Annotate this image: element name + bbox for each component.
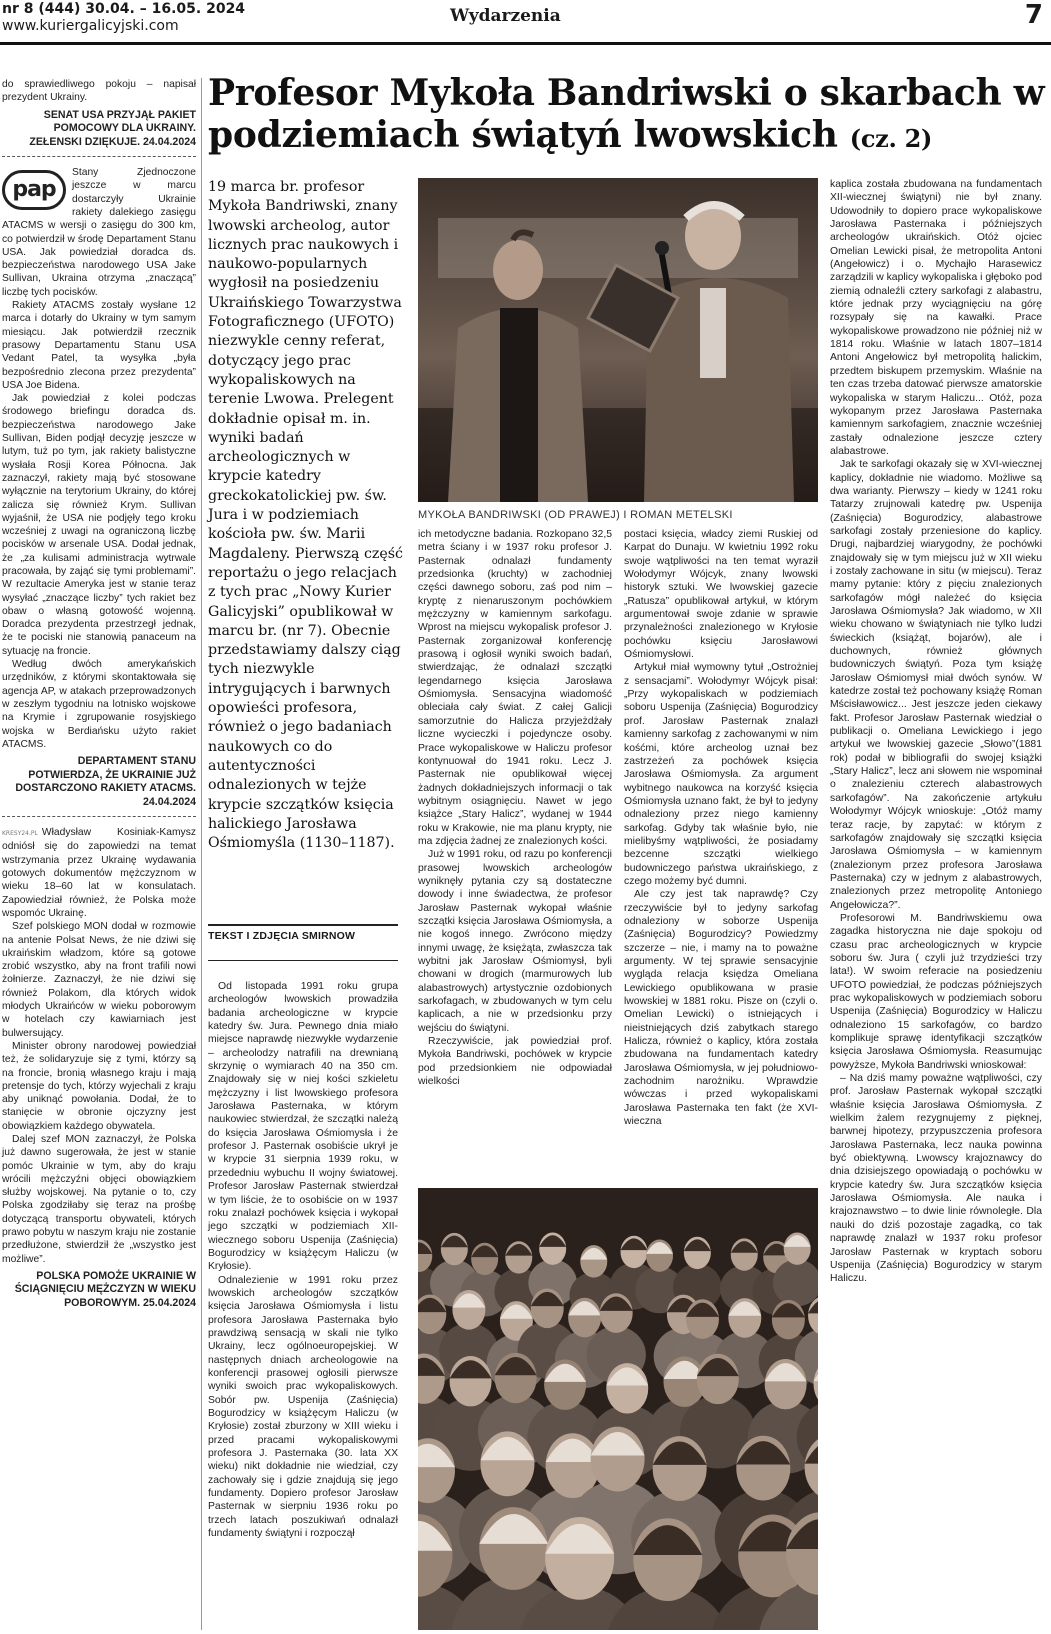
article-column-2 [418,528,612,1088]
article-paragraph: postaci księcia, władcy ziemi Ruskiej od Karpat do Dunaju. W kwietniu 1992 roku swoje wątpliwości na ten temat wyraził Wołodymyr Wójcyk, znany lwowski historyk sztuki. We lwowskiej gazecie „Ratusza” opublikował artykuł, w którym argumentował swoje zdanie w sprawie przynależności znalezionego w Kryłosie pochówku księciu Jarosławowi Ośmiomysłowi. [624,529,818,661]
sidebar-paragraph: Szef polskiego MON dodał w rozmowie na antenie Polsat News, że nie dziwi się ukraińskim władzom, które są gotowe zrobić wszystko, aby na front trafili nowi żołnierze. Zaznaczył, że nie dziwi się również Polakom, dla których widok młodych Ukraińców w wieku poborowym w hotelach czy kawiarniach jest bulwersujący. [2,921,196,1039]
page-header [0,0,1051,42]
divider [208,924,398,926]
sidebar-paragraph: Według dwóch amerykańskich urzędników, z którymi skontaktowała się agencja AP, w atakach przeprowadzonych w zeszłym tygodniu na lotnisko wojskowe na Krymie i zgrupowanie rosyjskiego wojska w Berdiańsku użyto rakiet ATACMS. [2,659,196,750]
sidebar-paragraph: Jak powiedział z kolei podczas środowego briefingu doradca ds. bezpieczeństwa narodowego Jake Sullivan, Biden podjął decyzję jeszcze w lutym, tuż po tym, jak rakiety balistyczne wysłała Rosji Korea Północna. Jak zaznaczył, rakiety mają być stosowane wyłącznie na terytorium Ukrainy, do której zalicza się również Krym. Sullivan wyjaśnił, że USA nie podjęły tego kroku wcześniej z uwagi na ograniczoną liczbę pocisków w arsenale USA. Dodał jednak, że „za kulisami administracja wytrwale pracowała, by zająć się tymi problemami”. W rezultacie Ameryka jest w stanie teraz wysyłać „znaczące liczby” tych rakiet bez obaw o własną gotowość wojenną. Doradca prezydenta przestrzegł jednak, że te pociski nie stanowią panaceum na sytuację na froncie. [2,393,196,657]
section-title: Wydarzenia [450,6,561,26]
page-number: 7 [1024,0,1043,30]
issue-number: nr 8 (444) 30.04. – 16.05. 2024 [2,1,246,17]
article-paragraph: Już w 1991 roku, od razu po konferencji prasowej lwowskich archeologów wyniknęły pytania czy są dostateczne dowody i inne świadectwa, że profesor Jarosław Pasternak wykopał właśnie szczątki księcia Jarosława Ośmiomysła, a nie kogoś innego. Zwrócono między innymi uwagę, że księżąta, zwłaszcza tak wybitni jak Jarosław Ośmiomysł, byli chowani w drogich (marmurowych lub alabastrowych) artystycznie ozdobionych sarkofagach, w zbudowanych w tym celu kaplicach, a nie w przedsionku przy wejściu do świątyni. [418,849,612,1034]
sidebar-paragraph: Rakiety ATACMS zostały wysłane 12 marca i dotarły do Ukrainy w tym samym miesiącu. Jak potwierdził rzecznik prasowy Departamentu Stanu USA Vedant Patel, ta wysyłka „była bezpośrednio zlecona przez prezydenta” USA Joe Bidena. [2,300,196,391]
pap-logo [2,170,66,210]
sidebar-headline: POLSKA POMOŻE UKRAINIE W ŚCIĄGNIĘCIU MĘŻCZYZN W WIEKU POBOROWYM. 25.04.2024 [14,1269,196,1309]
article-paragraph: Odnalezienie w 1991 roku przez lwowskich archeologów szczątków księcia Jarosława Ośmiomysła i listu profesora Jarosława Pasternaka było prawdziwą sensacją w skali nie tylko Ukrainy, lecz ogólnoeuropejskiej. W następnych dniach archeologowie na konferencji prasowej ogłosili pierwsze wyniki swoich prac wykopaliskowych. Sobór pw. Uspenija (Zaśnięcia) Bogurodzicy w książęcym Haliczu (w Kryłosie) został zburzony w XIII wieku i przed pracami wykopaliskowymi profesora J. Pasternaka (30. lata XX wieku) nikt dokładnie nie wiedział, czy zachowały się i gdzie znajdują się jego fundamenty. Dopiero profesor Jarosław Pasternak w sierpniu 1936 roku po trzech latach poszukiwań odnalazł fundamenty świątyni i rozpoczął [208,1274,398,1540]
sidebar-headline: SENAT USA PRZYJĄŁ PAKIET POMOCOWY DLA UKRAINY. ZEŁENSKI DZIĘKUJE. 24.04.2024 [29,108,196,148]
news-sidebar [2,78,196,1316]
article-part: (cz. 2) [849,124,933,153]
article-paragraph: Od listopada 1991 roku grupa archeologów lwowskich prowadziła badania archeologiczne w krypcie katedry św. Jura. Pewnego dnia miało miejsce naprawdę niezwykłe wydarzenie – archeolodzy natrafili na drewnianą skrzynię o wymiarach 40 na 350 cm. Znajdowały się w niej kości szkieletu mężczyzny i list lwowskiego profesora Jarosława Pasternaka, w którym naukowiec stwierdzał, że szczątki należą do księcia Jarosława Ośmiomysła i że profesor J. Pasternak osobiście ukrył je w krypcie 31 sierpnia 1939 roku, w przededniu wybuchu II wojny światowej. Profesor Jarosław Pasternak stwierdzał w tym liście, że to osobiście on w 1937 roku znalazł pochówek księcia i wykopał jego szczątki w podziemiach XII-wiecznego soboru Uspenija (Zaśnięcia) Bogurodzicy w książęcym Haliczu (w Kryłosie). [208,981,398,1273]
divider [2,156,196,158]
photo-audience-image [418,1188,818,1630]
article-lead: 19 marca br. profesor Mykoła Bandriwski, znany lwowski archeolog, autor licznych prac naukowych i naukowo-popularnych wygłosił na posiedzeniu Ukraińskiego Towarzystwa Fotograficznego (UFOTO) niezwykle cenny referat, dotyczący jego prac wykopaliskowych na terenie Lwowa. Prelegent dokładnie opisał m. in. wyniki badań archeologicznych w krypcie katedry greckokatolickiej pw. św. Jura i w podziemiach kościoła pw. św. Marii Magdaleny. Pierwszą część reportażu o jego relacjach z tych prac „Nowy Kurier Galicyjski” opublikował w marcu br. (nr 7). Obecnie przedstawiamy dalszy ciąg tych niezwykle intrygujących i barwnych opowieści profesora, również o jego badaniach naukowych co do autentyczności odnalezionych w tejże krypcie szczątków księcia halickiego Jarosława Ośmiomyśla (1130–1187). [208,179,404,852]
divider [2,816,196,818]
kresy-logo: KRESY24.PL [2,830,38,838]
article-title [208,72,1048,160]
header-rule [0,42,1051,45]
article-column-1 [208,980,398,1540]
sidebar-paragraph: Stany Zjednoczone jeszcze w marcu dostarczyły Ukrainie rakiety dalekiego zasięgu ATACMS w wersji o zasięgu do 300 km, co potwierdził w środę Departament Stanu USA. Jak powiedział doradca ds. bezpieczeństwa narodowego USA Jake Sullivan, Ukraina otrzyma „znaczącą” liczbę tych pocisków. [2,167,196,298]
column-divider [201,78,202,1630]
article-paragraph: Profesorowi M. Bandriwskiemu owa zagadka historyczna nie daje spokoju od czasu prac archeologicznych w krypcie soboru św. Jura ( czyli już trzydzieści trzy lata!). W swoim referacie na posiedzeniu UFOTO powiedział, że podczas późniejszych prac wykopaliskowych w podziemiach soboru Uspenija (Zaśnięcia) Bogurodzicy w Haliczu odnaleziono 15 sarkofagów, co bardzo komplikuje sprawę identyfikacji szczątków księcia Jarosława Ośmiomysła. Reasumując powyższe, Mykoła Bandriwski wnioskował: [830,912,1042,1071]
byline: TEKST I ZDJĘCIA SMIRNOW [208,930,356,942]
photo-speakers-image [418,178,818,502]
sidebar-paragraph: Dalej szef MON zaznaczył, że Polska już dawno sugerowała, że jest w stanie pomóc Ukrainie w tym, aby do kraju wrócili mężczyźni objęci obowiązkiem służby wojskowej. Na pytanie o to, czy Polska zgodziłaby się teraz na prośbę dotyczącą transportu obywateli, których prawo pobytu w naszym kraju nie zostanie przedłużone, stwierdził że „wszystko jest możliwe”. [2,1133,196,1265]
photo-audience [418,1188,818,1630]
article-paragraph: Rzeczywiście, jak powiedział prof. Mykoła Bandriwski, pochówek w krypcie pod przedsionkiem nie odpowiadał wielkości [418,1036,612,1088]
sidebar-paragraph [2,826,196,920]
article-column-3 [624,528,818,1128]
article-paragraph: ich metodyczne badania. Rozkopano 32,5 metra ściany i w 1937 roku profesor J. Pasternak odnalazł fundamenty przedsionka (kruchty) w zachodniej części dawnego soboru, zaś pod nim – kryptę z nienaruszonym pochówkiem mężczyzny w kamiennym sarkofagu. Wprost na miejscu wykopalisk profesor J. Pasternak zorganizował konferencję prasową i ogłosił wyniki swoich badań, stwierdzając, że odnalazł szczątki legendarnego księcia Jarosława Ośmiomysła. Sensacyjna wiadomość obleciała cały świat. Z całej Galicji samorzutnie do Halicza przyjeżdżały liczne wycieczki i pojedyncze osoby. Prace wykopaliskowe w Haliczu profesor kontynuował do 1941 roku. Lecz J. Pasternak nie opublikował więcej żadnych dokładniejszych informacji o tak wybitnym osiągnięciu. Nawet w jego książce „Stary Halicz”, wydanej w 1944 roku w Krakowie, nie ma planu krypty, nie ma zdjęcia żadnej ze znalezionych kości. [418,529,612,847]
photo-caption: MYKOŁA BANDRIWSKI (OD PRAWEJ) I ROMAN METELSKI [418,509,733,521]
sidebar-paragraph: Minister obrony narodowej powiedział też, że solidaryzuje się z tymi, którzy są na froncie, bronią własnego kraju i mają pretensje do tych, którzy wyjechali z kraju aby uniknąć powołania. Dodał, że to stanięcie w obronie ojczyzny jest obowiązkiem każdego obywatela. [2,1040,196,1132]
article-paragraph: Artykuł miał wymowny tytuł „Ostrożniej z sensacjami”. Wołodymyr Wójcyk pisał: „Przy wykopaliskach w podziemiach soboru Uspenija (Zaśnięcia) Bogurodzicy prof. Jarosław Pasternak znalazł kamienny sarkofag z zachowanymi w nim kośćmi, które archeolog uznał bez zastrzeżeń za pochówek księcia Jarosława Ośmiomysła. Za argument wybitnego naukowca na korzyść księcia Ośmiomysła uznano fakt, że był to jedyny odnaleziony przez niego kamienny sarkofag. Gdyby tak właśnie było, nie mielibyśmy wątpliwości, że posiadamy bezcenne szczątki wielkiego budowniczego państwa ukraińskiego, z czego możemy być dumni. [624,662,818,887]
photo-speakers [418,178,818,502]
pap-logo-text: pap [12,177,56,203]
sidebar-text: Władysław Kosiniak-Kamysz odniósł się do zapowiedzi na temat wstrzymania przez Ukrainę wydawania gotowych dokumentów mężczyznom w wieku 18–60 lat w konsulatach. Zapowiedział również, że Polska może wspomóc Ukrainę. [2,827,196,919]
article-paragraph: kaplica została zbudowana na fundamentach XII-wiecznej świątyni) nie był znany. Udowodniły to dopiero prace wykopaliskowe Jarosława Pasternaka i późniejszych archeologów ukraińskich. Otóż ojciec Omelian Lewicki pisał, że metropolita Antoni (Angełowicz) i o. Mychajło Harasewicz zarządzili w kaplicy wykopaliska i głęboko pod ziemią odnaleźli cztery sarkofagi z alabastru, które jednak przy wyciągnięciu na górę rozsypały się na kawałki. Prace wykopaliskowe prowadzono nie później niż w 1814 roku. Właśnie w latach 1807–1814 Antoni Angełowicz był metropolitą halickim, przedtem biskupem przemyskim. Właśnie na ten czas trzeba datować pierwsze amatorskie wykopaliska w starym Haliczu... Otóż, poza wykopanym przez Jarosława Pasternaka kamiennym sarkofagiem, znacznie wcześniej zastały odnalezione jeszcze cztery alabastrowe. [830,179,1042,457]
site-url[interactable]: www.kuriergalicyjski.com [2,18,179,34]
article-column-4 [830,178,1042,1286]
sidebar-paragraph: do sprawiedliwego pokoju – napisał prezydent Ukrainy. [2,79,196,104]
article-paragraph: Jak te sarkofagi okazały się w XVI-wiecznej kaplicy, dokładnie nie wiadomo. Możliwe są dwa warianty. Pierwszy – kiedy w 1241 roku Tatarzy zrujnowali katedrę pw. Uspenija (Zaśnięcia) Bogurodzicy, alabastrowe sarkofagi zostały przeniesione do kaplicy. Drugi, najbardziej wiarygodny, że pochówki znajdowały się w tym miejscu już w XII wieku i zostały zachowane in situ (w miejscu). Teraz mamy pytanie: który z pięciu znalezionych sarkofagów mógł należeć do księcia Jarosława Ośmiomysła? Jak wiadomo, w XII wieku chowano w świątyniach nie tylko ludzi świeckich (książąt, bojarów), ale i duchownych, również głównych budowniczych świątyń. Poza tym książę Jarosław Ośmiomysł miał dwóch synów. W katedrze został też pochowany książę Roman Mścisławowicz... Jest jeszcze jeden ciekawy fakt. Profesor Jarosław Pasternak wiedział o publikacji o. Omeliana Lewickiego i jego artykuł we lwowskiej gazecie „Słowo”(1881 rok) podał w bibliografii do swojej książki „Stary Halicz”, lecz ani słowem nie wspominał o znalezieniu czterech alabastrowych sarkofagów”. Na zakończenie artykułu Wołodymyr Wójcyk wnioskuje: „Otóż mamy teraz racje, by zapytać: w którym z sarkofagów znajdowały się szczątki księcia Jarosława Ośmiomysła – w kamiennym (znalezionym przez profesora Jarosława Pasternaka) czy w jednym z alabastrowych, znalezionych przez metropolitę Antoniego Angełowicza?”. [830,459,1042,911]
article-paragraph: Ale czy jest tak naprawdę? Czy rzeczywiście był to jedyny sarkofag odnaleziony w soborze Uspenija (Zaśnięcia) Bogurodzicy? Powiedzmy szczerze – nie, i mamy na to poważne argumenty. W tej sprawie sensacyjnie wygląda relacja księdza Omeliana Lewickiego opublikowana w prasie lwowskiej w 1881 roku. Pisze on (czyli o. Omelian Lewicki) o istniejących i nieistniejących dziś zabytkach starego Halicza, również o kaplicy, która została zbudowana na fundamentach katedry Jarosława Ośmiomysła, w jej południowo-zachodnim narożniku. Wprawdzie wówczas i przed wykopaliskami Jarosława Pasternaka ten fakt (że XVI-wieczna [624,889,818,1128]
article-paragraph: – Na dziś mamy poważne wątpliwości, czy prof. Jarosław Pasternak wykopał szczątki właśnie księcia Jarosława Ośmiomysła. Z wielkim żalem rezygnujemy z pięknej, barwnej hipotezy, przypuszczenia profesora Jarosława Pasternaka, lecz nauka powinna być obiektywną. Lwowscy krajoznawcy do dnia dzisiejszego opowiadają o pochówku w krypcie katedry św. Jura szczątków księcia Jarosława Ośmiomysła. Ale nauka i krajoznawstwo – to dwie linie równoległe. Dla nauki do dziś pozostaje zagadką, co tak naprawdę znalazł w 1937 roku profesor Jarosław Pasternak w kryptach soboru Uspenija (Zaśnięcia) Bogurodzicy w starym Haliczu. [830,1073,1042,1285]
article-title-text: Profesor Mykoła Bandriwski o skarbach w podziemiach świątyń lwowskich [208,72,1045,156]
sidebar-headline: DEPARTAMENT STANU POTWIERDZA, ŻE UKRAINIE JUŻ DOSTARCZONO RAKIETY ATACMS. 24.04.2024 [15,755,196,808]
divider [208,960,398,961]
